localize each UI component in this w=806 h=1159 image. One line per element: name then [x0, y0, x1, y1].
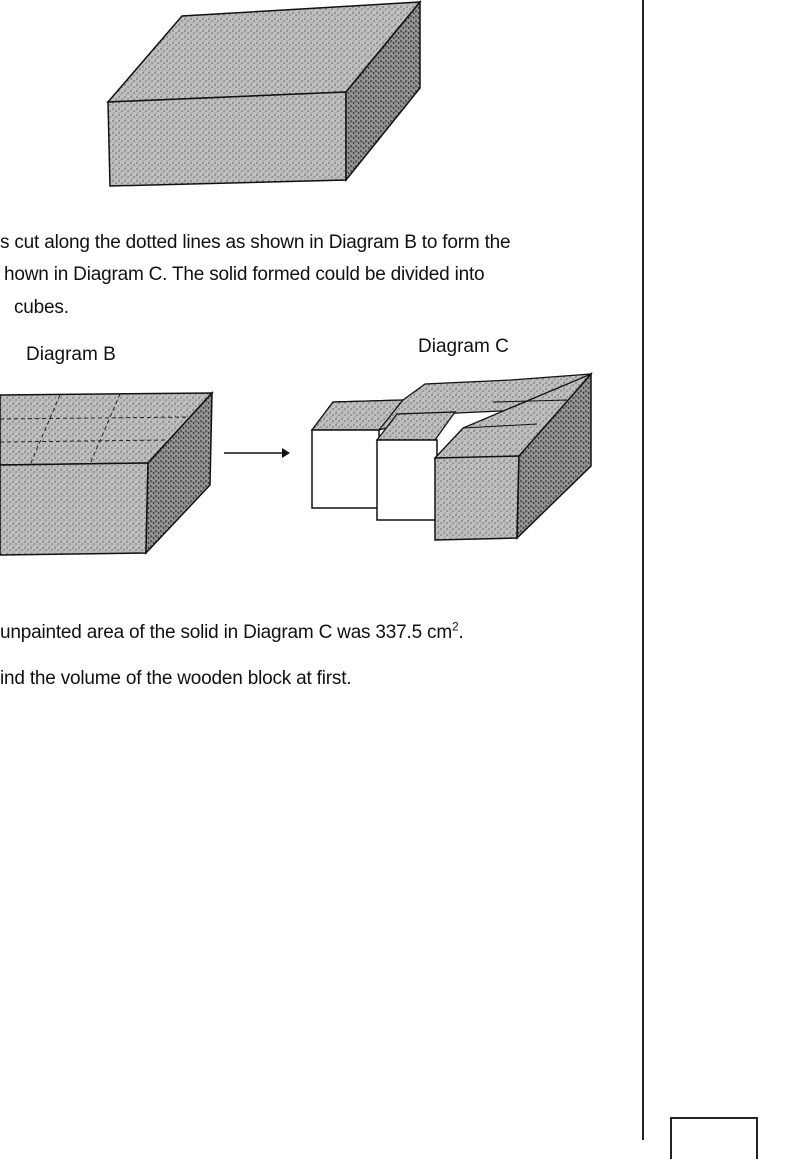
given-area-text	[0, 619, 464, 644]
cube-white-2-front	[377, 440, 437, 520]
diagram-b-label: Diagram B	[26, 344, 116, 365]
paragraph-line-2: hown in Diagram C. The solid formed could be divided into	[4, 264, 485, 285]
given-area-suffix: .	[458, 622, 464, 643]
question-text: ind the volume of the wooden block at first.	[0, 668, 352, 689]
paragraph-line-3: cubes.	[14, 297, 69, 318]
painted-block-front	[435, 456, 519, 540]
block-front-face	[108, 92, 346, 186]
margin-divider	[642, 0, 644, 1140]
marks-box	[670, 1117, 758, 1159]
cube-white-1-front	[312, 430, 379, 508]
paragraph-line-1: s cut along the dotted lines as shown in Diagram B to form the	[0, 232, 511, 253]
diagram-b-figure	[0, 385, 230, 565]
given-area-prefix: unpainted area of the solid in Diagram C was 337.5 cm	[0, 622, 452, 643]
diagram-c-figure	[305, 370, 605, 550]
wooden-block-figure	[100, 0, 430, 195]
given-area-exponent: 2	[452, 619, 459, 634]
diagram-b-front-face	[0, 463, 148, 555]
diagram-c-label: Diagram C	[418, 336, 509, 357]
arrow-icon	[222, 446, 292, 460]
